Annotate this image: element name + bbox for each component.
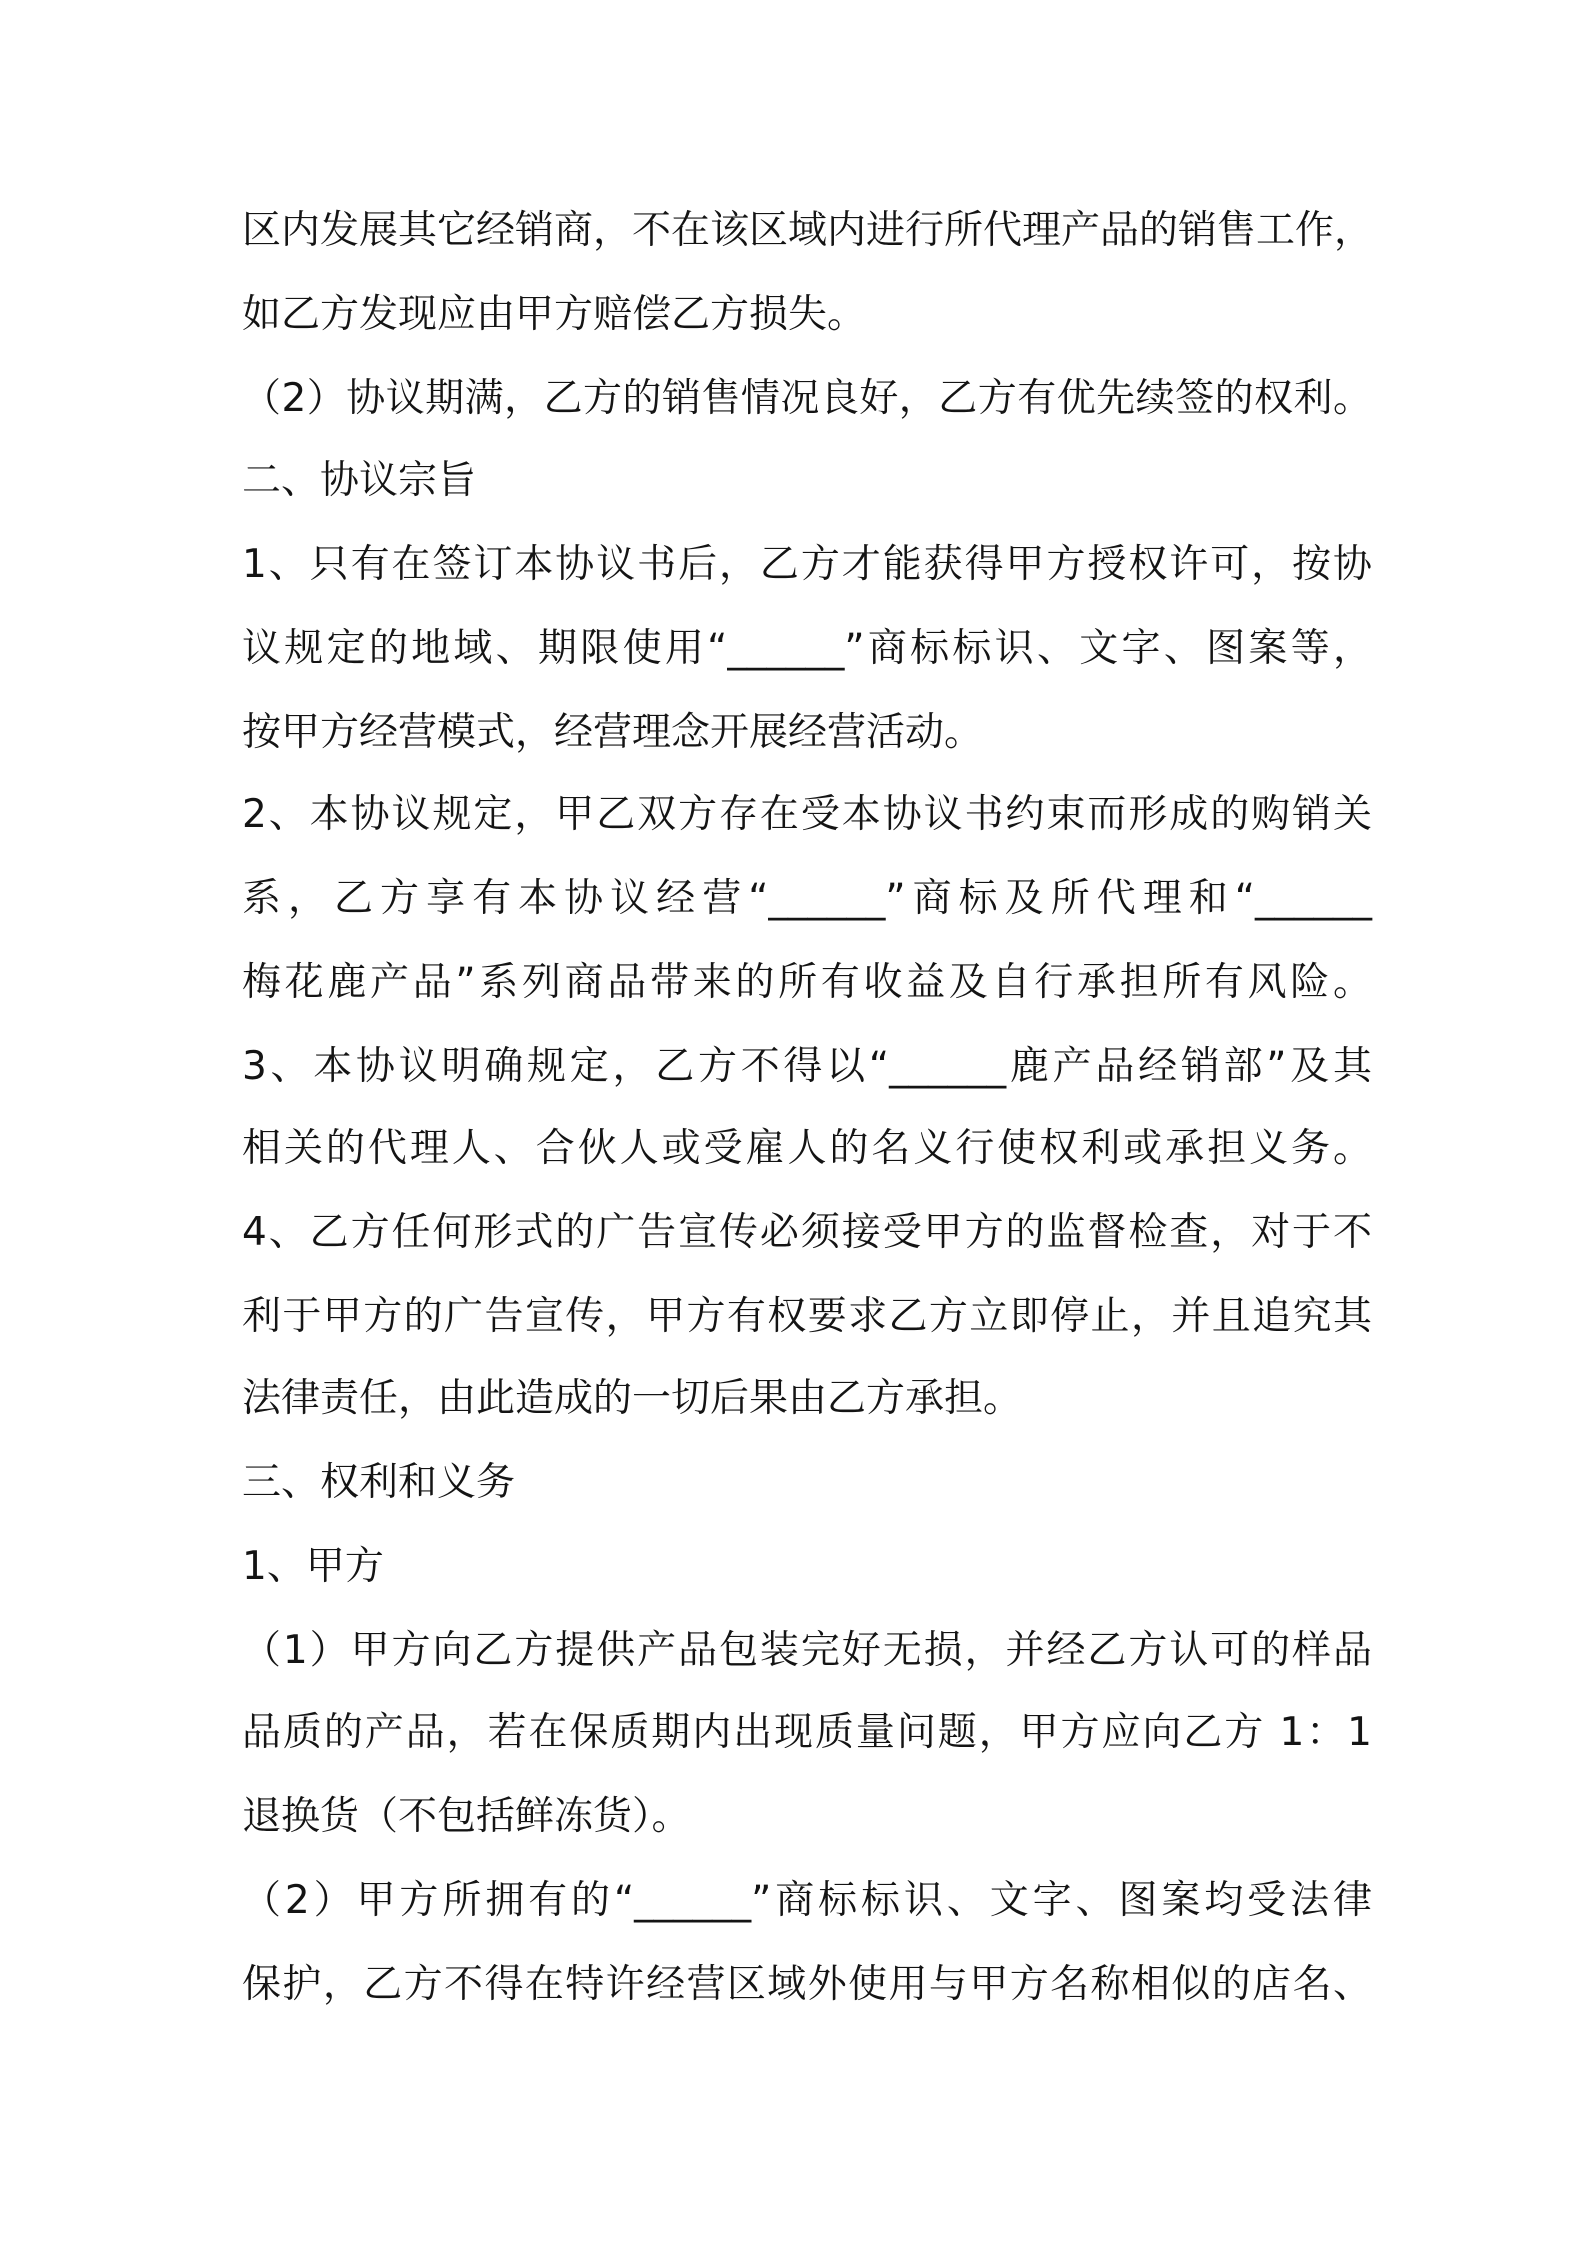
- text-line: 1、只有在签订本协议书后，乙方才能获得甲方授权许可，按协: [242, 542, 1372, 587]
- section-heading: 三、权利和义务: [242, 1460, 516, 1505]
- text-line: 4、乙方任何形式的广告宣传必须接受甲方的监督检查，对于不: [242, 1210, 1372, 1255]
- text-line: 品质的产品，若在保质期内出现质量问题，甲方应向乙方 1：1: [242, 1710, 1372, 1755]
- text-line: 退换货（不包括鲜冻货）。: [242, 1794, 691, 1839]
- text-line: 2、本协议规定，甲乙双方存在受本协议书约束而形成的购销关: [242, 792, 1372, 837]
- text-line: 3、本协议明确规定，乙方不得以“______鹿产品经销部”及其: [242, 1044, 1372, 1089]
- section-heading: 二、协议宗旨: [242, 458, 477, 503]
- subsection-heading: 1、甲方: [242, 1544, 384, 1589]
- text-line: 系，乙方享有本协议经营“______”商标及所代理和“______: [242, 876, 1372, 921]
- text-line: （1）甲方向乙方提供产品包装完好无损，并经乙方认可的样品: [242, 1628, 1372, 1673]
- text-line: 法律责任，由此造成的一切后果由乙方承担。: [242, 1376, 1023, 1421]
- text-line: 梅花鹿产品”系列商品带来的所有收益及自行承担所有风险。: [242, 960, 1372, 1005]
- text-line: 保护，乙方不得在特许经营区域外使用与甲方名称相似的店名、: [242, 1962, 1372, 2007]
- text-line: （2）协议期满，乙方的销售情况良好，乙方有优先续签的权利。: [242, 376, 1372, 421]
- text-line: 议规定的地域、期限使用“______”商标标识、文字、图案等，: [242, 626, 1372, 671]
- text-line: 利于甲方的广告宣传，甲方有权要求乙方立即停止，并且追究其: [242, 1294, 1372, 1339]
- text-line: （2）甲方所拥有的“______”商标标识、文字、图案均受法律: [242, 1878, 1372, 1923]
- text-line: 区内发展其它经销商，不在该区域内进行所代理产品的销售工作，: [242, 208, 1374, 253]
- text-line: 如乙方发现应由甲方赔偿乙方损失。: [242, 292, 867, 337]
- text-line: 相关的代理人、合伙人或受雇人的名义行使权利或承担义务。: [242, 1126, 1372, 1171]
- text-line: 按甲方经营模式，经营理念开展经营活动。: [242, 710, 984, 755]
